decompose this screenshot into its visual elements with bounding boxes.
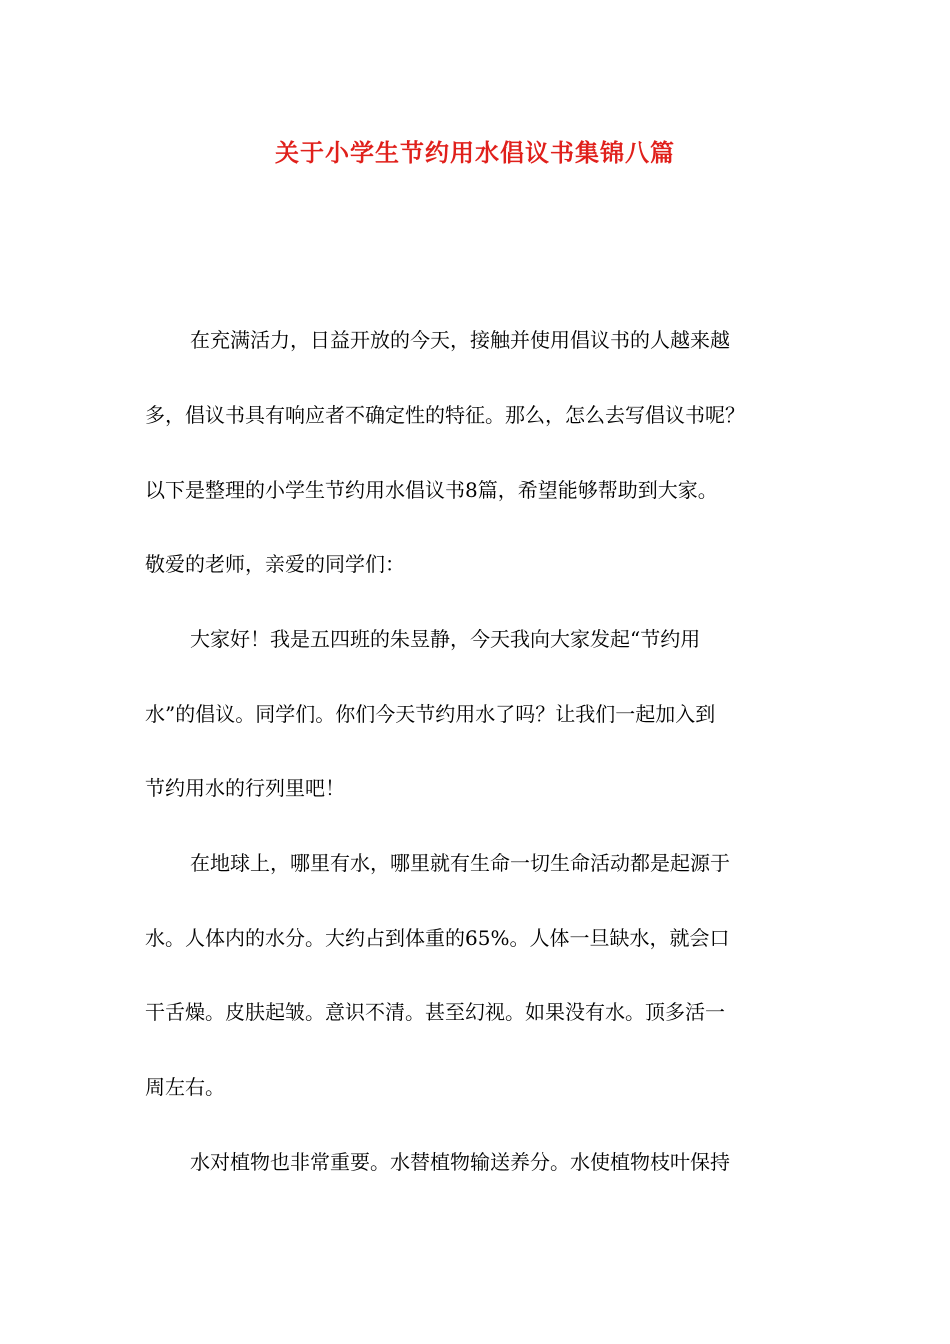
paragraph-line: 在充满活力，日益开放的今天，接触并使用倡议书的人越来越 (190, 328, 730, 352)
paragraph-line: 节约用水的行列里吧！ (145, 776, 345, 800)
paragraph-line: 多，倡议书具有响应者不确定性的特征。那么，怎么去写倡议书呢？ (145, 403, 745, 427)
paragraph-line: 以下是整理的小学生节约用水倡议书8篇，希望能够帮助到大家。 (145, 478, 718, 502)
paragraph-line: 周左右。 (145, 1075, 225, 1099)
document-title: 关于小学生节约用水倡议书集锦八篇 (275, 138, 675, 167)
paragraph-line: 水对植物也非常重要。水替植物输送养分。水使植物枝叶保持 (190, 1150, 730, 1174)
salutation-line: 敬爱的老师，亲爱的同学们： (145, 552, 405, 576)
paragraph-line: 水”的倡议。同学们。你们今天节约用水了吗？让我们一起加入到 (145, 702, 716, 726)
paragraph-line: 水。人体内的水分。大约占到体重的65%。人体一旦缺水，就会口 (145, 926, 730, 950)
paragraph-line: 干舌燥。皮肤起皱。意识不清。甚至幻视。如果没有水。顶多活一 (145, 1000, 725, 1024)
paragraph-line: 大家好！我是五四班的朱昱静，今天我向大家发起“节约用 (190, 627, 701, 651)
paragraph-line: 在地球上，哪里有水，哪里就有生命一切生命活动都是起源于 (190, 851, 730, 875)
